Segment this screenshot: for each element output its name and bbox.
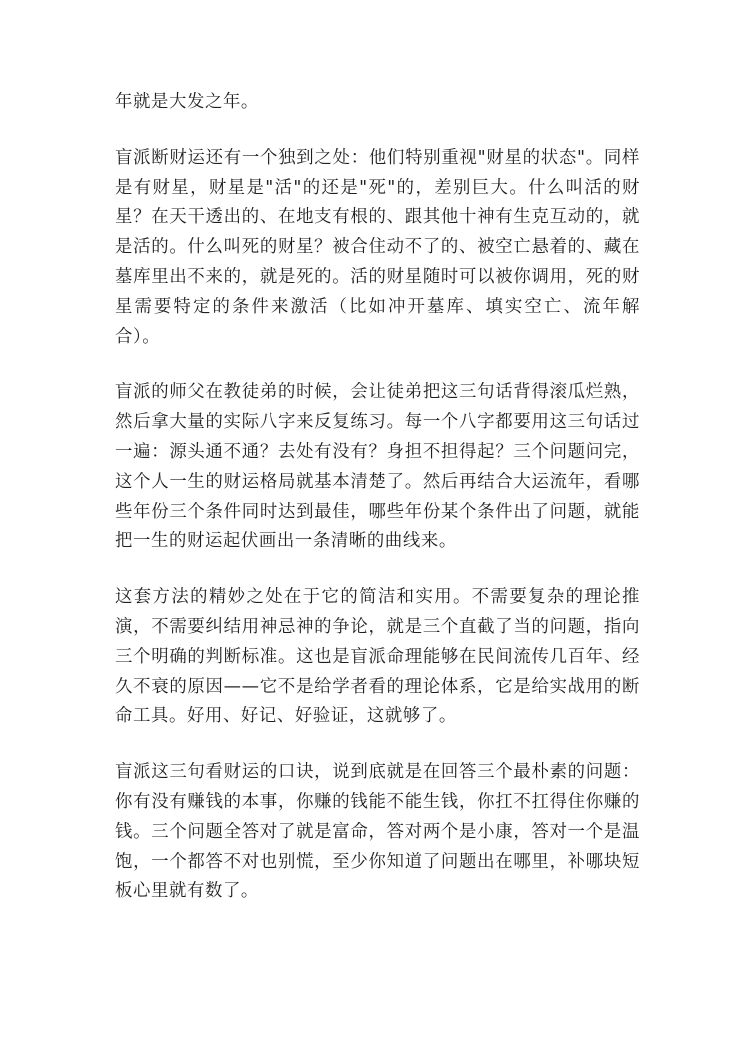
paragraph-1: 年就是大发之年。 — [115, 92, 259, 112]
paragraph-3: 盲派的师父在教徒弟的时候，会让徒弟把这三句话背得滚瓜烂熟，然后拿大量的实际八字来反复练习。每一个八字都要用这三句话过一遍：源头通不通？去处有没有？身担不担得起？三个问题问完，这个人一生的财运格局就基本清楚了。然后再结合大运流年，看哪些年份三个条件同时达到最佳，哪些年份某个条件出了问题，就能把一生的财运起伏画出一条清晰的曲线来。 — [115, 382, 640, 552]
paragraph-4: 这套方法的精妙之处在于它的简洁和实用。不需要复杂的理论推演，不需要纠结用神忌神的争论，就是三个直截了当的问题，指向三个明确的判断标准。这也是盲派命理能够在民间流传几百年、经久不衰的原因——它不是给学者看的理论体系，它是给实战用的断命工具。好用、好记、好验证，这就够了。 — [115, 587, 640, 727]
article-body — [115, 88, 640, 933]
paragraph-2: 盲派断财运还有一个独到之处：他们特别重视"财星的状态"。同样是有财星，财星是"活"的还是"死"的，差别巨大。什么叫活的财星？在天干透出的、在地支有根的、跟其他十神有生克互动的，就是活的。什么叫死的财星？被合住动不了的、被空亡悬着的、藏在墓库里出不来的，就是死的。活的财星随时可以被你调用，死的财星需要特定的条件来激活（比如冲开墓库、填实空亡、流年解合）。 — [115, 147, 640, 347]
paragraph-5: 盲派这三句看财运的口诀，说到底就是在回答三个最朴素的问题：你有没有赚钱的本事，你赚的钱能不能生钱，你扛不扛得住你赚的钱。三个问题全答对了就是富命，答对两个是小康，答对一个是温饱，一个都答不对也别慌，至少你知道了问题出在哪里，补哪块短板心里就有数了。 — [115, 762, 640, 902]
